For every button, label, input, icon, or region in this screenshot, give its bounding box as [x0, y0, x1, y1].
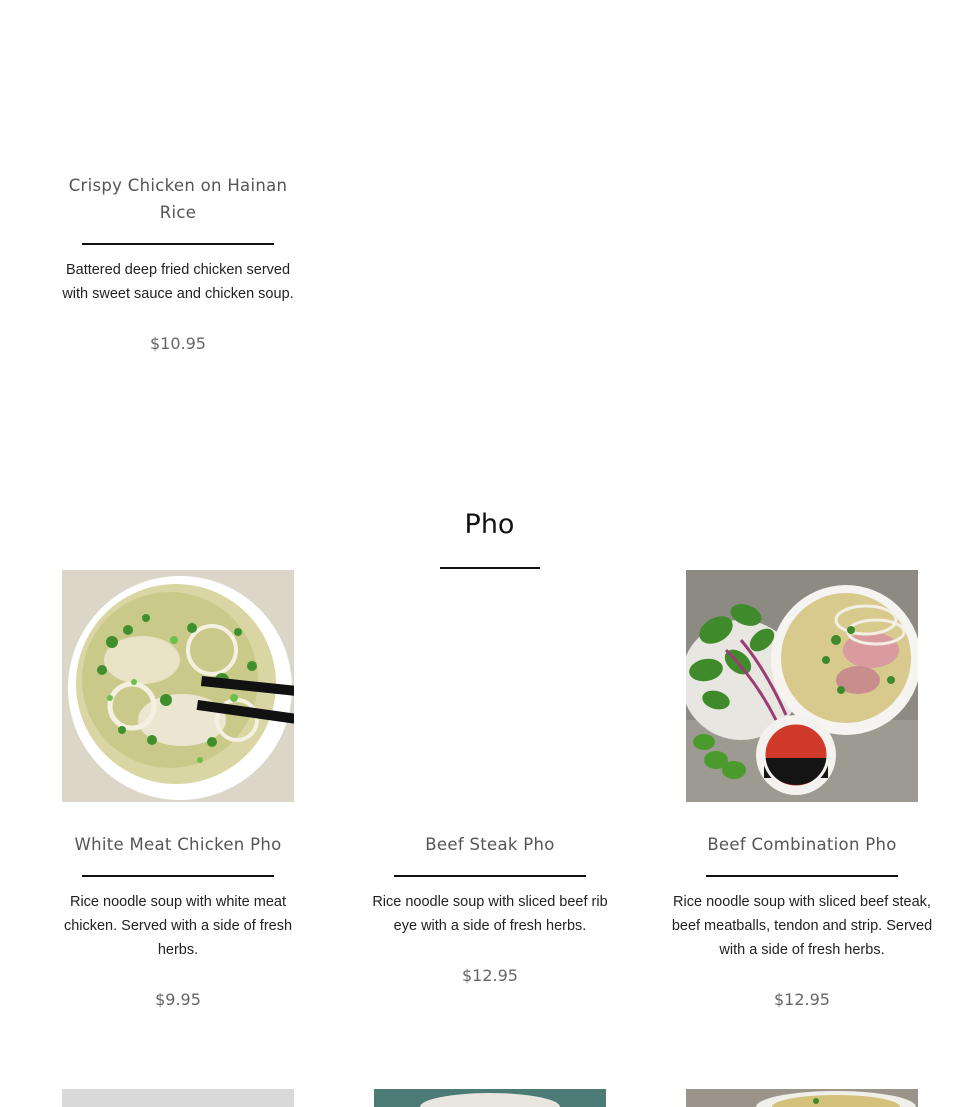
item-price: $12.95 [462, 966, 518, 985]
item-name: White Meat Chicken Pho [74, 835, 282, 854]
chicken-pho-image[interactable] [62, 570, 294, 802]
section-title: Pho [464, 509, 515, 540]
item-divider [82, 243, 274, 245]
next-item-image-1[interactable] [62, 1089, 294, 1107]
item-price: $9.95 [155, 990, 201, 1009]
item-description: Rice noodle soup with sliced beef rib eye with a side of fresh herbs. [372, 894, 608, 934]
item-description: Battered deep fried chicken served with sweet sauce and chicken soup. [62, 262, 294, 302]
next-item-image-3[interactable] [686, 1089, 918, 1107]
item-name: Beef Steak Pho [425, 835, 555, 854]
section-divider [440, 567, 540, 569]
beef-combination-pho-image[interactable] [686, 570, 918, 802]
item-description: Rice noodle soup with white meat chicken. Served with a side of fresh herbs. [63, 894, 293, 958]
item-name: Beef Combination Pho [707, 835, 897, 854]
item-description: Rice noodle soup with sliced beef steak, beef meatballs, tendon and strip. Served with a side of fresh herbs. [671, 894, 933, 958]
item-divider [394, 875, 586, 877]
item-divider [82, 875, 274, 877]
item-name: Crispy Chicken on Hainan Rice [68, 176, 288, 222]
item-price: $12.95 [774, 990, 830, 1009]
item-price: $10.95 [150, 334, 206, 353]
item-divider [706, 875, 898, 877]
next-item-image-2[interactable] [374, 1089, 606, 1107]
